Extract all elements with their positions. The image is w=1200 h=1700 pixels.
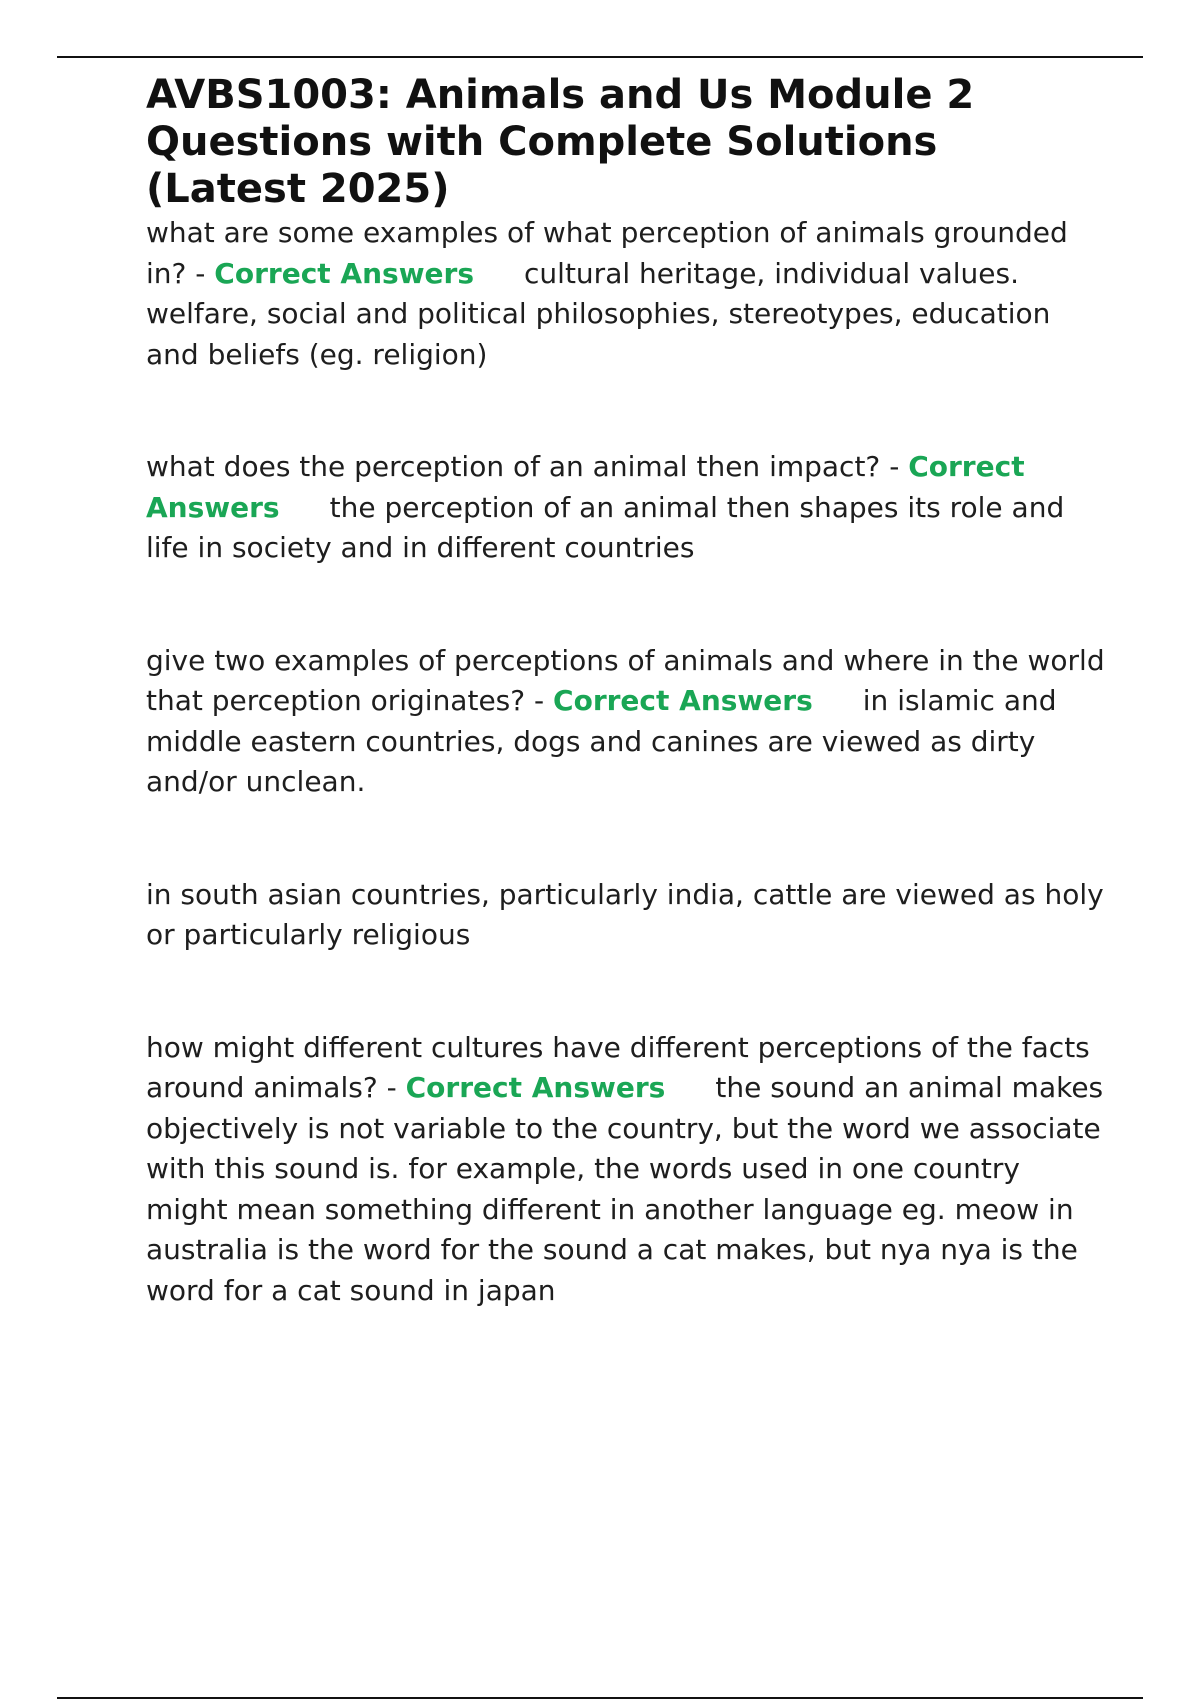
answer-continuation: in south asian countries, particularly india, cattle are viewed as holy or particularly religious (146, 877, 1104, 951)
answer-text: cultural heritage, individual values. welfare, social and political philosophies, stereotypes, education and beliefs (eg. religion) (146, 256, 1051, 371)
question-text: what does the perception of an animal then impact? (146, 450, 881, 483)
correct-answers-label: Correct Answers (146, 450, 1025, 524)
question-text: what are some examples of what perception of animals grounded in? (146, 216, 1068, 290)
answer-text: the perception of an animal then shapes its role and life in society and in different countries (146, 490, 1065, 564)
correct-answers-label: Correct Answers (214, 256, 475, 290)
qa-item-2 (146, 447, 1106, 569)
separator: - (186, 256, 215, 290)
qa-item-3 (146, 641, 1106, 803)
correct-answers-label: Correct Answers (405, 1071, 666, 1104)
bottom-rule (57, 1697, 1143, 1699)
separator: - (880, 450, 909, 483)
document-body (146, 72, 1106, 1311)
answer-text: the sound an animal makes objectively is not variable to the country, but the word we associate with this sound is. for example, the words used in one country might mean something different in another language eg. meow in australia is the word for the sound a cat makes, but nya nya is the word for a cat sound in japan (146, 1071, 1104, 1307)
answer-text: in islamic and middle eastern countries, dogs and canines are viewed as dirty and/or unclean. (146, 684, 1057, 798)
separator: - (377, 1071, 406, 1104)
correct-answers-label: Correct Answers (553, 684, 813, 717)
question-text: give two examples of perceptions of animals and where in the world that perception originates? (146, 643, 1105, 717)
document-title: AVBS1003: Animals and Us Module 2 Questions with Complete Solutions (Latest 2025) (146, 72, 975, 212)
top-rule (57, 56, 1143, 58)
qa-item-4 (146, 1028, 1106, 1312)
qa-item-1 (146, 213, 1106, 375)
question-text: how might different cultures have different perceptions of the facts around animals? (146, 1030, 1090, 1104)
separator: - (525, 684, 554, 717)
